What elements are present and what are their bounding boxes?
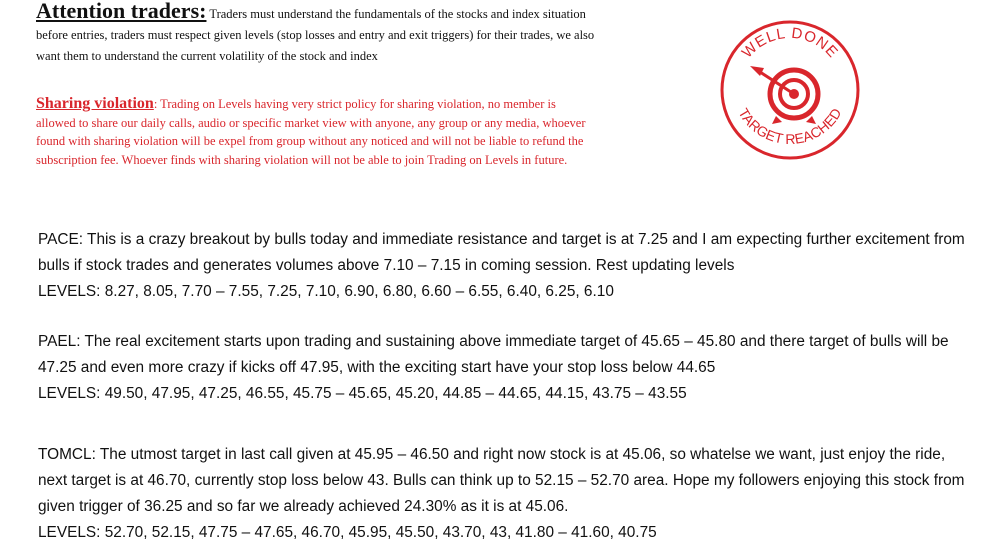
pael-levels: LEVELS: 49.50, 47.95, 47.25, 46.55, 45.75 – 45.65, 45.20, 44.85 – 44.65, 44.15, 43.75 – 43.55 — [38, 385, 687, 402]
stamp-bottom-text: TARGET REACHED — [735, 105, 845, 148]
attention-title: Attention traders: — [36, 0, 207, 23]
sharing-violation-notice — [36, 95, 596, 169]
tomcl-text: TOMCL: The utmost target in last call given at 45.95 – 46.50 and right now stock is at 45.06, so whatelse we want, just enjoy the ride, next target is at 46.70, currently stop loss below 43. Bulls can think up to 52.15 – 52.70 area. Hope my followers enjoying this stock from given trigger of 36.25 and so far we already achieved 24.30% as it is at 45.06. — [38, 446, 965, 515]
pace-levels: LEVELS: 8.27, 8.05, 7.70 – 7.55, 7.25, 7.10, 6.90, 6.80, 6.60 – 6.55, 6.40, 6.25, 6.10 — [38, 283, 614, 300]
pael-paragraph — [38, 329, 968, 407]
pace-text: PACE: This is a crazy breakout by bulls today and immediate resistance and target is at 7.25 and I am expecting further excitement from bulls if stock trades and generates volumes above 7.10 – 7.15 in coming session. Rest updating levels — [38, 231, 965, 274]
sharing-text: : Trading on Levels having very strict policy for sharing violation, no member is allowed to share our daily calls, audio or specific market view with anyone, any group or any media, whoever found with sharing violation will be expel from group without any noticed and will not be liable to refund the subscription fee. Whoever finds with sharing violation will not be able to join Trading on Levels in future. — [36, 97, 586, 167]
sharing-title: Sharing violation — [36, 95, 154, 112]
stamp-top-text: WELL DONE — [738, 24, 842, 62]
pace-paragraph — [38, 227, 968, 305]
tomcl-paragraph — [38, 442, 968, 546]
pael-text: PAEL: The real excitement starts upon trading and sustaining above immediate target of 45.65 – 45.80 and there target of bulls will be 47.25 and even more crazy if kicks off 47.95, with the exciting start have your stop loss below 44.65 — [38, 333, 949, 376]
attention-notice — [36, 0, 596, 67]
svg-text:TARGET REACHED — [735, 105, 844, 147]
target-reached-stamp-icon — [716, 16, 864, 164]
attention-text: Traders must understand the fundamentals of the stocks and index situation before entries, traders must respect given levels (stop losses and entry and exit triggers) for their trades, we also want them to understand the current volatility of the stock and index — [36, 7, 595, 63]
svg-text:WELL DONE — [739, 25, 842, 62]
tomcl-levels: LEVELS: 52.70, 52.15, 47.75 – 47.65, 46.70, 45.95, 45.50, 43.70, 43, 41.80 – 41.60, 40.75 — [38, 524, 657, 541]
